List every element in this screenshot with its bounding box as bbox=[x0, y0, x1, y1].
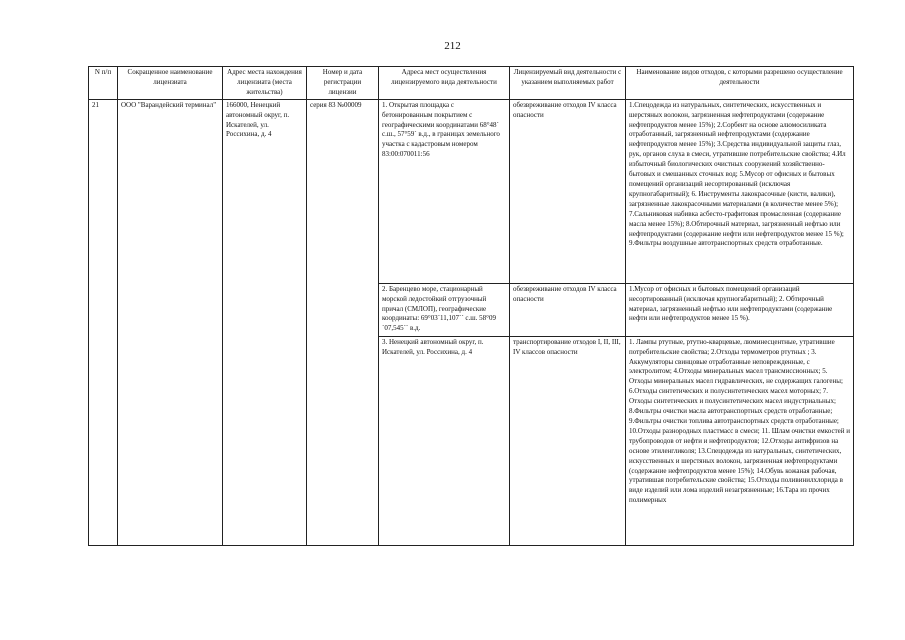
activity-place-2: 2. Баренцево море, стационарный морской ледостойкий отгрузочный причал (СМЛОП), географические координаты: 69°03´11,107´´ с.ш. 58°09´07,545´´ в.д. bbox=[382, 284, 496, 333]
table-row bbox=[89, 99, 854, 283]
licensed-activity-1: обезвреживание отходов IV класса опасности bbox=[513, 100, 617, 119]
header-row bbox=[89, 67, 854, 100]
header-licensed-activity: Лицензируемый вид деятельности с указанием выполняемых работ bbox=[510, 67, 626, 100]
licensee-short-name: ООО "Варандейский терминал" bbox=[118, 99, 223, 545]
waste-types-cell bbox=[626, 99, 854, 283]
header-waste-types: Наименование видов отходов, с которыми разрешено осуществление деятельности bbox=[626, 67, 854, 100]
header-number: N п/п bbox=[89, 67, 118, 100]
entry-number: 21 bbox=[89, 99, 118, 545]
licence-registration: серия 83 №00009 bbox=[307, 99, 379, 545]
activity-place-1: 1. Открытая площадка с бетонированным покрытием с географическими координатами 68°48´ с.ш., 57°59´ в.д., в границах земельного участка с кадастровым номером 83:00:070011:56 bbox=[382, 100, 500, 159]
activity-place-cell bbox=[379, 99, 510, 283]
header-address: Адрес места нахождения лицензиата (места жительства) bbox=[223, 67, 307, 100]
licensed-activity-cell bbox=[510, 336, 626, 545]
waste-types-3: 1. Лампы ртутные, ртутно-кварцевые, люминесцентные, утратившие потребительские свойства; 2.Отходы термометров ртутных ; 3. Аккумуляторы свинцовые отработанные неповрежденные, с электролитом; 4.Отходы минеральных масел трансмиссионных; 5. Отходы минеральных масел гидравлических, не содержащих галогены; 6.Отходы синтетических и полусинтетических масел моторных; 7. Отходы синтетических и полусинтетических масел индустриальных; 8.Фильтры очистки масла автотранспортных средств отработанные; 9.Фильтры очистки топлива автотранспортных средств отработанные; 10.Отходы разнородных пластмасс в смеси; 11. Шлам очистки емкостей и трубопроводов от нефти и нефтепродуктов; 12.Отходы антифризов на основе этиленгликоля; 13.Спецодежда из натуральных, синтетических, искусственных и шерстяных волокон, загрязненная нефтепродуктами (содержание нефтепродуктов менее 15%); 14.Обувь кожаная рабочая, утратившая потребительские свойства; 15.Отходы поливинилхлорида в виде изделий или лома изделий незагрязненные; 16.Тара из прочих полимерных bbox=[629, 337, 850, 505]
waste-types-cell bbox=[626, 283, 854, 336]
licensed-activity-cell bbox=[510, 283, 626, 336]
activity-place-cell bbox=[379, 336, 510, 545]
header-activity-places: Адреса мест осуществления лицензируемого вида деятельности bbox=[379, 67, 510, 100]
licensee-address: 166000, Ненецкий автономный округ, п. Искателей, ул. Россихина, д. 4 bbox=[223, 99, 307, 545]
waste-types-2: 1.Мусор от офисных и бытовых помещений организаций несортированный (исключая крупногабаритный); 2. Обтирочный материал, загрязненный нефтью или нефтепродуктами (содержание нефти или нефтепродуктов менее 15 %). bbox=[629, 284, 833, 323]
licence-table bbox=[88, 66, 854, 546]
licensed-activity-3: транспортирование отходов I, II, III, IV классов опасности bbox=[513, 337, 621, 356]
activity-place-3: 3. Ненецкий автономный округ, п. Искателей, ул. Россихина, д. 4 bbox=[382, 337, 484, 356]
header-short-name: Сокращенное наименование лицензиата bbox=[118, 67, 223, 100]
page-number: 212 bbox=[444, 40, 461, 52]
waste-types-1: 1.Спецодежда из натуральных, синтетических, искусственных и шерстяных волокон, загрязненная нефтепродуктами (содержание нефтепродуктов менее 15%); 2.Сорбент на основе алюмосиликата отработанный, загрязненный нефтепродуктами (содержание нефтепродуктов менее 15%); 3.Средства индивидуальной защиты глаз, рук, органов слуха в смеси, утратившие потребительские свойства; 4.Ил избыточный биологических очистных сооружений хозяйственно-бытовых и смешанных сточных вод; 5.Мусор от офисных и бытовых помещений организаций несортированный (исключая крупногабаритный); 6. Инструменты лакокрасочные (кисти, валики), загрязненные лакокрасочными материалами (в количестве менее 5%); 7.Сальниковая набивка асбесто-графитовая промасленная (содержание масла менее 15%); 8.Обтирочный материал, загрязненный нефтью или нефтепродуктами (содержание нефти или нефтепродуктов менее 15 %); 9.Фильтры воздушные автотранспортных средств отработанные. bbox=[629, 100, 846, 248]
activity-place-cell bbox=[379, 283, 510, 336]
licensed-activity-cell bbox=[510, 99, 626, 283]
header-registration: Номер и дата регистрации лицензии bbox=[307, 67, 379, 100]
waste-types-cell bbox=[626, 336, 854, 545]
licensed-activity-2: обезвреживание отходов IV класса опасности bbox=[513, 284, 617, 303]
